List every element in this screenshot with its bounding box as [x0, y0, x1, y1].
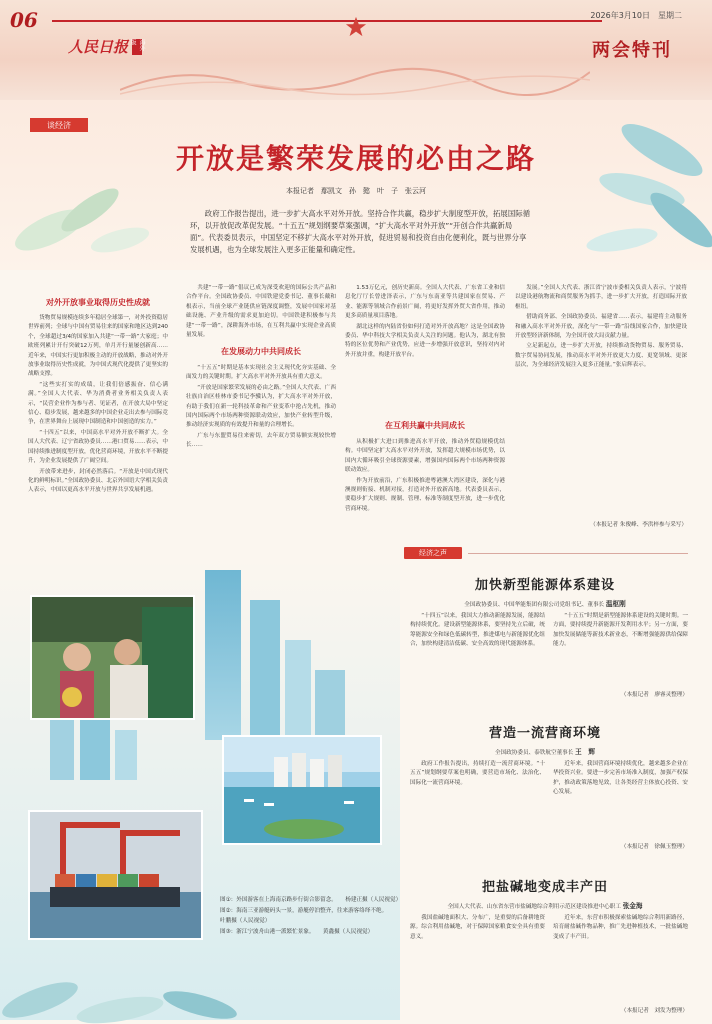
article-credit: （本报记者 朱俊峰、李洪梓参与采写）	[590, 522, 687, 528]
article-column-3a	[345, 284, 505, 406]
piece-column	[553, 760, 688, 836]
article-title: 开放是繁荣发展的必由之路	[175, 142, 536, 175]
piece-title: 加快新型能源体系建设	[474, 578, 615, 593]
piece-credit: （本报记者 廖睿灵整理）	[620, 692, 688, 698]
piece-column	[410, 914, 545, 1008]
article-column-4	[515, 284, 687, 516]
author-name: 温枢刚	[605, 600, 626, 608]
subhead-2: 在发展动力中共同成长	[221, 347, 301, 356]
paragraph: 从积极扩大进口到推进高水平开放，推动外贸稳规模优结构。中国坚定扩大高水平对外开放，发挥超大规模市场优势，以国内大循环吸引全球资源要素，增强国内国际两个市场两种资源联动效应。	[345, 439, 505, 474]
paragraph: “十四五”以来，中国高水平对外开放不断扩大。全国人大代表、辽宁省政协委员……港口贸易……表示，中国持续推进制度型开放，优化营商环境，开放水平不断提升，为企业发展提供了广阔空间。	[28, 429, 168, 465]
piece-column	[553, 612, 688, 686]
header-rule	[52, 20, 602, 22]
article-byline: 本报记者 鄢凯文 孙 懿 叶 子 张云河	[286, 187, 426, 195]
header-decoration	[120, 60, 590, 96]
star-icon	[345, 16, 367, 38]
piece-column	[410, 760, 545, 840]
article-column-2a	[186, 284, 336, 342]
photo-container-port	[28, 810, 203, 940]
paragraph: 立足新起点，进一步扩大开放，持续推动货物贸易、服务贸易、数字贸易协同发展，推动高水平对外开放更大力度、更宽领域、更深层次，为全球经济发展注入更多正能量。”张启辉表示。	[515, 343, 687, 369]
piece-author-line	[395, 746, 695, 756]
article-column-2b	[186, 364, 336, 544]
section-title: 两会特刊	[592, 40, 672, 61]
paragraph: 发展。”全国人大代表、浙江省宁波市委相关负责人表示，宁波将以建设港航物流和商贸服务为抓手，进一步扩大开放，打造国际开放枢纽。	[515, 285, 687, 310]
paragraph: 共建“一带一路”倡议已成为深受欢迎的国际公共产品和合作平台。全国政协委员、中国铁建党委书记、董事长戴和根表示，当前全球产业链供应链深度调整，发展中国家对基础设施、产业升级的需求更加迫切。中国铁建积极参与共建“一带一路”，深耕海外市场，在互利共赢中实现企业高质量发展。	[186, 285, 336, 339]
photo-captions	[220, 896, 400, 940]
author-name: 王 辉	[575, 748, 595, 756]
page-header	[0, 0, 712, 100]
author-prefix: 全国政协委员、中国华能集团有限公司党组书记、董事长	[464, 602, 605, 608]
paragraph: 货物贸易规模连续多年稳居全球第一，对外投资稳居世界前列；全球与中国有贸易往来的国家和地区达到240个，全球超过3/4的国家加入共建“一带一路”大家庭；中欧班列累计开行突破12万列，单月开行量屡创新高……近年来，中国实行更加积极主动的开放战略，推动对外开放事业取得历史性成就，为中国式现代化提供了更坚实的战略支撑。	[28, 315, 168, 378]
paragraph: 借助商务部、全国政协委员、福建省……表示，福建将主动服务和融入高水平对外开放，深化与“一带一路”沿线国家合作，加快建设开放型经济新体制，为全国开放大局贡献力量。	[515, 314, 687, 340]
piece-author-line	[395, 598, 695, 608]
piece-credit: （本报记者 刘发为整理）	[620, 1008, 688, 1014]
caption: 图②：海南三亚游艇码头一景，游艇停泊整齐，往来游客络绎不绝。 叶鹏摄（人民视觉）	[220, 908, 396, 924]
piece-credit: （本报记者 徐佩玉整理）	[620, 844, 688, 850]
piece-author-line	[395, 900, 695, 910]
piece-column	[410, 612, 545, 698]
author-prefix: 全国政协委员、泰铁航空董事长	[495, 750, 574, 756]
article-column-3b	[345, 438, 505, 544]
paragraph: 开放带来进步，封闭必然落后。“开放是中国式现代化的鲜明标识。”全国政协委员、北京外国语大学相关负责人表示，中国以更高水平开放与世界共享发展机遇。	[28, 468, 168, 494]
paragraph: “十五五”时期是新型能源体系建设的关键时期。一方面，要持续提升新能源开发利用水平；另一方面，要加快发展储能等新技术新业态，不断增强能源供给保障能力。	[553, 613, 688, 648]
section-tag: 经济之声	[404, 547, 462, 559]
caption: 图①：外国游客在上海南京路步行街合影留念。 杨建正摄（人民视觉）	[220, 897, 402, 903]
paragraph: 广东与东盟贸易往来密切，去年双方贸易额实现较快增长……	[186, 432, 336, 449]
leaf-decoration-bottom	[0, 950, 400, 1024]
author-name: 张金海	[622, 902, 643, 910]
paragraph: “十五五”时期是基本实现社会主义现代化夯实基础、全面发力的关键时期。扩大高水平对外开放具有重大意义。	[186, 365, 336, 381]
paragraph: “十四五”以来，我国大力推动新能源发展，能源结构持续优化。建设新型能源体系，要坚持先立后破，统筹能源安全和绿色低碳转型，推进煤电与新能源优化组合，加快构建清洁低碳、安全高效的现代能源体系。	[410, 613, 545, 648]
photo-yacht-marina	[222, 735, 382, 845]
caption: 图③：浙江宁波舟山港一派繁忙景象。 黄鑫摄（人民视觉）	[220, 929, 374, 936]
article-lead: 政府工作报告提出，进一步扩大高水平对外开放。坚持合作共赢，稳步扩大制度型开放，拓展国际循环，以开放促改革促发展。“十五五”规划纲要草案强调，“扩大高水平对外开放”“开创合作共赢新局面”。代表委员表示，中国坚定不移扩大高水平对外开放，促进贸易和投资自由化便利化，既与世界分享发展机遇，也为全球发展注入更多正能量和确定性。	[190, 209, 530, 254]
subhead-3: 在互利共赢中共同成长	[385, 421, 465, 430]
paragraph: 1.53万亿元，创历史新高。全国人大代表、广东省工业和信息化厅厅长曾进泽表示，广东与东南亚等共建国家在贸易、产业、能源等领域合作前景广阔，将更好发挥外贸大省作用，推动更多高质量项目落地。	[345, 285, 505, 320]
logo-text: 人民日报	[68, 38, 129, 56]
paragraph: “这些实打实的成绩，让我们倍感振奋、信心满满。”全国人大代表、华为消费者业务相关负责人表示，“民营企业作为参与者、见证者，在开放大局中坚定信心、稳步发展，越来越多的中国企业走出去参与国际竞争，在世界舞台上展现中国制造和中国创造的实力。”	[28, 381, 168, 426]
subhead-1: 对外开放事业取得历史性成就	[46, 298, 150, 307]
issue-date: 2026年3月10日 星期二	[590, 11, 682, 20]
piece-title: 把盐碱地变成丰产田	[481, 880, 608, 895]
article-column-1	[28, 314, 168, 544]
piece-title: 营造一流营商环境	[488, 726, 601, 741]
logo-seal: 海外版	[132, 39, 142, 55]
piece-column	[553, 914, 688, 1000]
paragraph: 作为开放前沿，广东积极推进粤港澳大湾区建设，深化与港澳规则衔接、机制对接，打造对外开放新高地。代表委员表示，要稳步扩大规则、规制、管理、标准等制度型开放，进一步优化营商环境。	[345, 477, 505, 512]
paragraph: 政府工作报告提出，持续打造一流营商环境。“十五五”规划纲要草案也明确，要营造市场化、法治化、国际化一流营商环境。	[410, 761, 545, 786]
column-tag: 谈经济	[30, 118, 88, 132]
paragraph: 近年来，我国营商环境持续优化，越来越多企业在华投资兴业。要进一步完善市场准入制度，加强产权保护，推动政策落地见效，让各类经营主体放心投资、安心发展。	[553, 761, 688, 796]
paragraph: “开放是国家繁荣发展的必由之路。”全国人大代表、广西壮族自治区桂林市委书记李骥认为，扩大高水平对外开放，有助于我们在新一轮科技革命和产业变革中抢占先机，推动国内国际两个市场两种资源联动效应，加快产业转型升级，推动经济实现质的有效提升和量的合理增长。	[186, 384, 336, 429]
section-rule	[468, 553, 688, 554]
paragraph: 湖北这样的内陆省份如何打造对外开放高地？这是全国政协委员、华中科技大学相关负责人关注的问题。他认为，湖北有独特的区位优势和产业优势，应进一步增强开放意识，坚持对内对外开放并重，构建开放平台。	[345, 323, 505, 358]
paragraph: 近年来，东营市积极探索盐碱地综合利用新路径，培育耐盐碱作物品种，推广先进种植技术，一批盐碱地变成了丰产田。	[553, 915, 688, 940]
page-number: 06	[10, 8, 38, 32]
author-prefix: 全国人大代表、山东省东营市盐碱地综合利用示范区建设推进中心职工	[447, 904, 621, 910]
paragraph: 我国盐碱地面积大、分布广，是重要的后备耕地资源。综合利用盐碱地，对于保障国家粮食安全具有重要意义。	[410, 915, 545, 940]
photo-tourists	[30, 595, 195, 720]
masthead-logo	[68, 36, 146, 57]
